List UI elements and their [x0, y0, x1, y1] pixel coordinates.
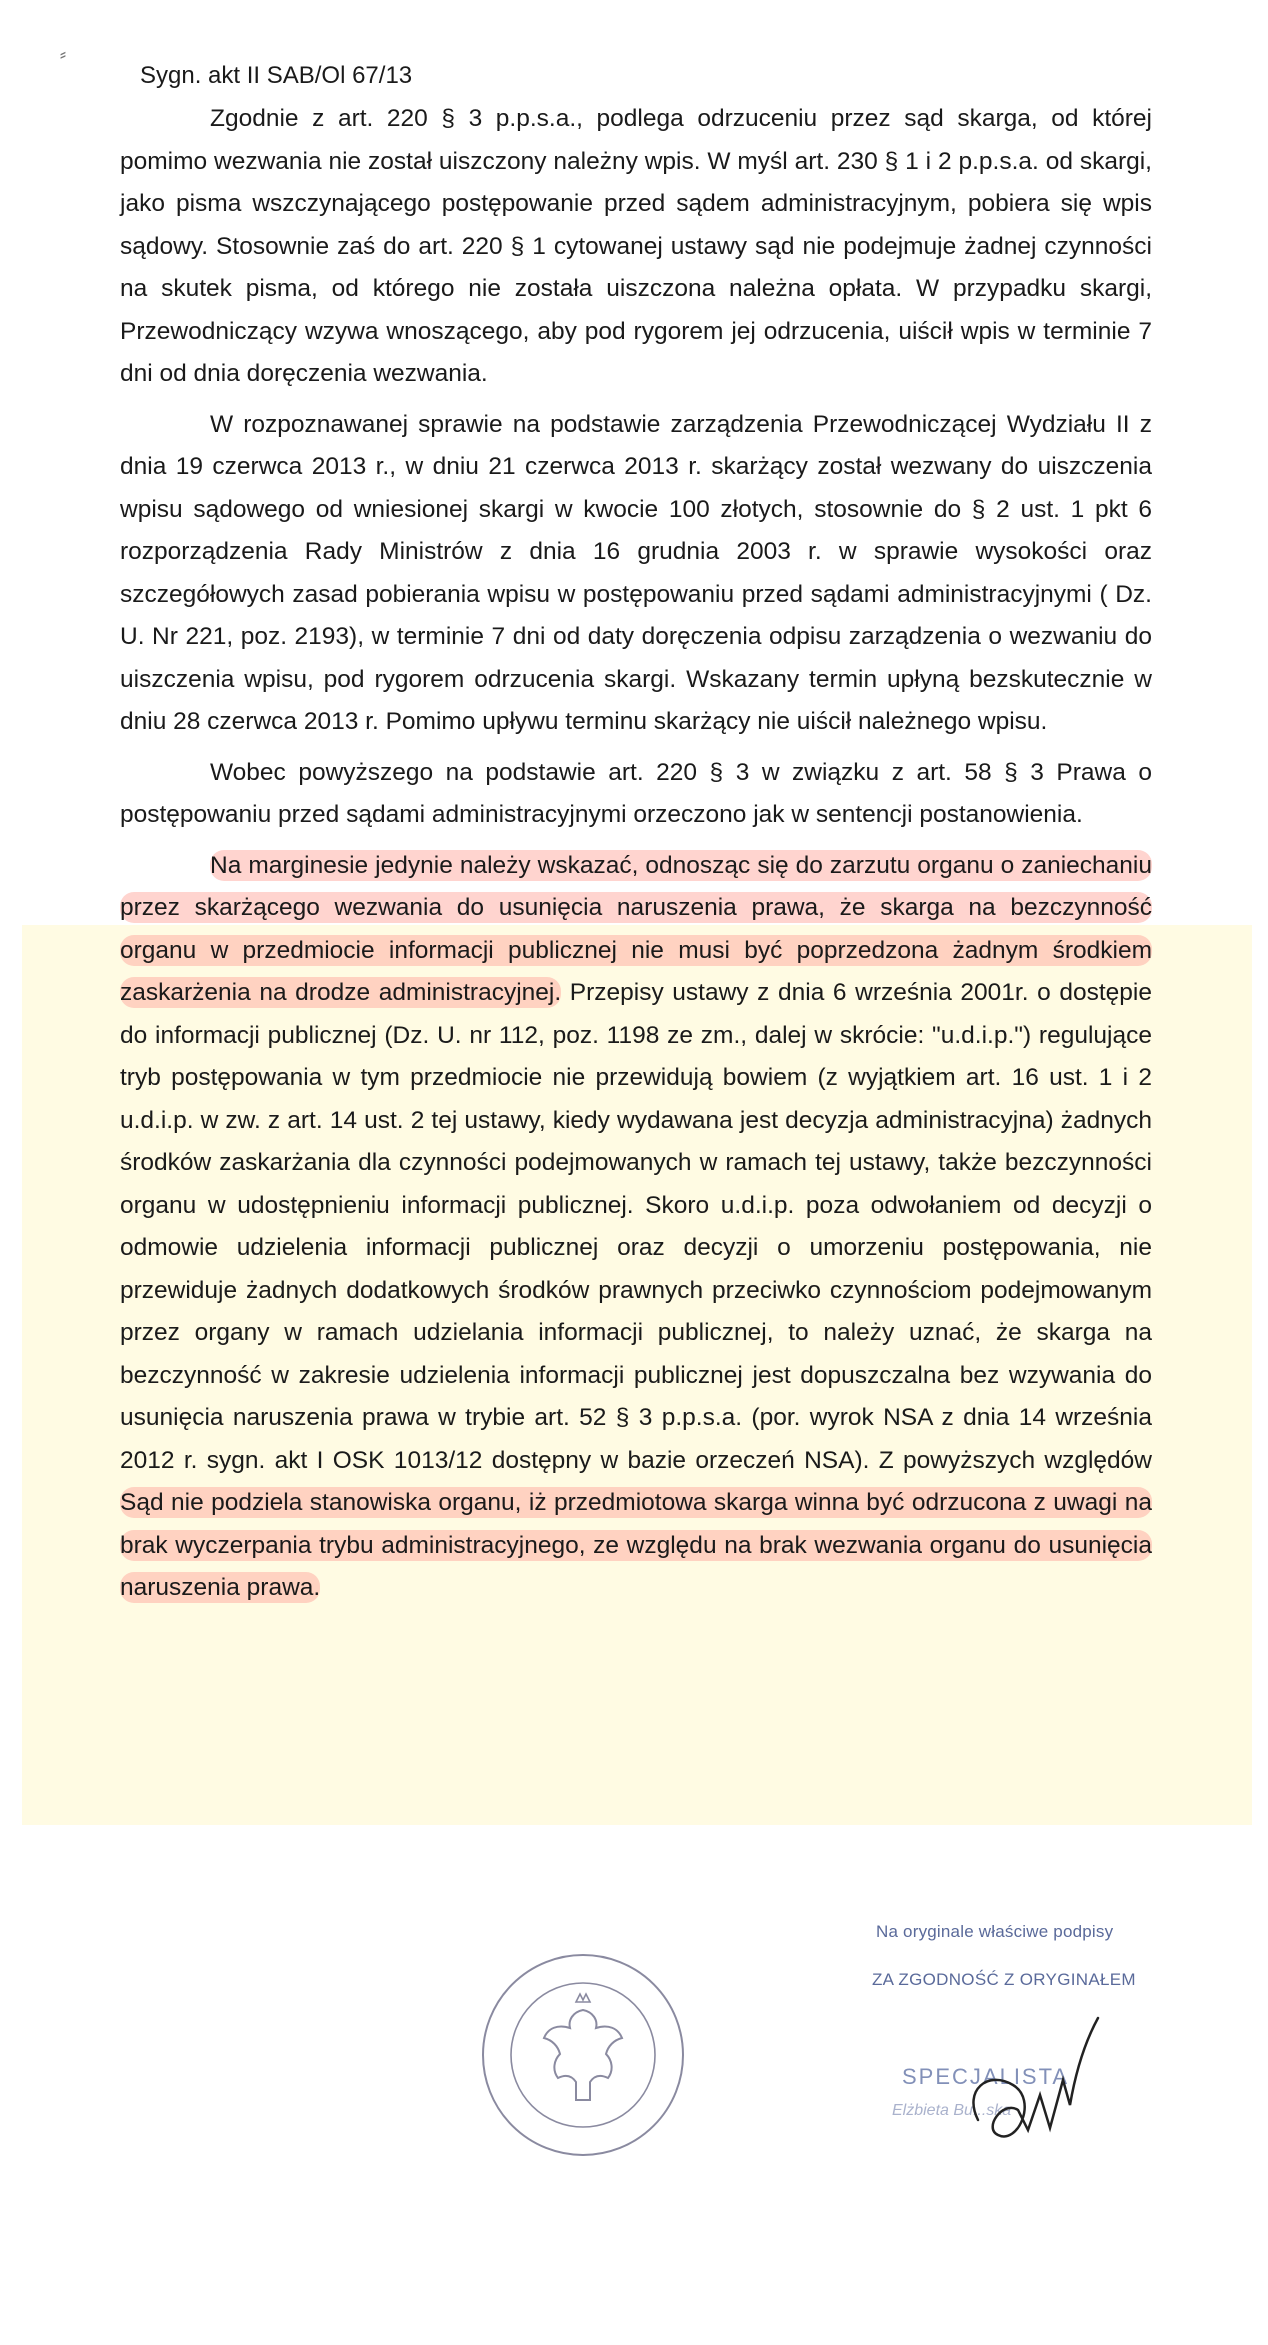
paragraph-2: W rozpoznawanej sprawie na podstawie zarządzenia Przewodniczącej Wydziału II z dnia 19 czerwca 2013 r., w dniu 21 czerwca 2013 r. skarżący został wezwany do uiszczenia wpisu sądowego od wniesionej skargi w kwocie 100 złotych, stosownie do § 2 ust. 1 pkt 6 rozporządzenia Rady Ministrów z dnia 16 grudnia 2003 r. w sprawie wysokości oraz szczegółowych zasad pobierania wpisu w postępowaniu przed sądami administracyjnymi ( Dz. U. Nr 221, poz. 2193), w terminie 7 dni od daty doręczenia odpisu zarządzenia o wezwaniu do uiszczenia wpisu, pod rygorem odrzucenia skargi. Wskazany termin upłyną bezskutecznie w dniu 28 czerwca 2013 r. Pomimo upływu terminu skarżący nie uiścił należnego wpisu. [120, 410, 1152, 735]
original-signatures-note: Na oryginale właściwe podpisy [876, 1922, 1114, 1941]
pink-highlight-1: Na marginesie jedynie należy wskazać, odnosząc się do zarzutu organu o zaniechaniu przez skarżącego wezwania do usunięcia naruszenia prawa, że skarga na bezczynność organu w przedmiocie informacji publicznej nie musi być poprzedzona żadnym środkiem zaskarżenia na drodze administracyjnej. [120, 851, 1152, 1006]
specialist-title: SPECJALISTA [902, 2064, 1070, 2089]
court-seal-stamp [478, 1950, 688, 2160]
paragraph-highlighted [120, 845, 1152, 1610]
scan-speck: ⸗ [60, 44, 66, 64]
handwritten-signature [958, 2010, 1108, 2160]
paragraph-1: Zgodnie z art. 220 § 3 p.p.s.a., podlega odrzuceniu przez sąd skarga, od której pomimo wezwania nie został uiszczony należny wpis. W myśl art. 230 § 1 i 2 p.p.s.a. od skargi, jako pisma wszczynającego postępowanie przed sądem administracyjnym, pobiera się wpis sądowy. Stosownie zaś do art. 220 § 1 cytowanej ustawy sąd nie podejmuje żadnej czynności na skutek pisma, od którego nie została uiszczona należna opłata. W przypadku skargi, Przewodniczący wzywa wnoszącego, aby pod rygorem jej odrzucenia, uiścił wpis w terminie 7 dni od dnia doręczenia wezwania. [120, 105, 1152, 387]
conformity-stamp: ZA ZGODNOŚĆ Z ORYGINAŁEM [872, 1970, 1136, 1989]
paragraph-4-middle: Przepisy ustawy z dnia 6 września 2001r. o dostępie do informacji publicznej (Dz. U. nr 112, poz. 1198 ze zm., dalej w skrócie: "u.d.i.p.") regulujące tryb postępowania w tym przedmiocie nie przewidują bowiem (z wyjątkiem art. 16 ust. 1 i 2 u.d.i.p. w zw. z art. 14 ust. 2 tej ustawy, kiedy wydawana jest decyzja administracyjna) żadnych środków zaskarżania dla czynności podejmowanych w ramach tej ustawy, także bezczynności organu w udostępnieniu informacji publicznej. Skoro u.d.i.p. poza odwołaniem od decyzji o odmowie udzielenia informacji publicznej oraz decyzji o umorzeniu postępowania, nie przewiduje żadnych dodatkowych środków prawnych przeciwko czynnościom podejmowanym przez organy w ramach udzielania informacji publicznej, to należy uznać, że skarga na bezczynność w zakresie udzielenia informacji publicznej jest dopuszczalna bez wzywania do usunięcia naruszenia prawa w trybie art. 52 § 3 p.p.s.a. (por. wyrok NSA z dnia 14 września 2012 r. sygn. akt I OSK 1013/12 dostępny w bazie orzeczeń NSA). Z powyższych względów [120, 979, 1152, 1474]
paragraph-3: Wobec powyższego na podstawie art. 220 § 3 w związku z art. 58 § 3 Prawa o postępowaniu przed sądami administracyjnymi orzeczono jak w sentencji postanowienia. [120, 758, 1152, 828]
case-signature: Sygn. akt II SAB/Ol 67/13 [140, 62, 413, 89]
pink-highlight-2: Sąd nie podziela stanowiska organu, iż przedmiotowa skarga winna być odrzucona z uwagi na brak wyczerpania trybu administracyjnego, ze względu na brak wezwania organu do usunięcia naruszenia prawa. [120, 1489, 1152, 1601]
document-body [120, 98, 1152, 1618]
specialist-name: Elżbieta Bu...ska [892, 2102, 1012, 2119]
